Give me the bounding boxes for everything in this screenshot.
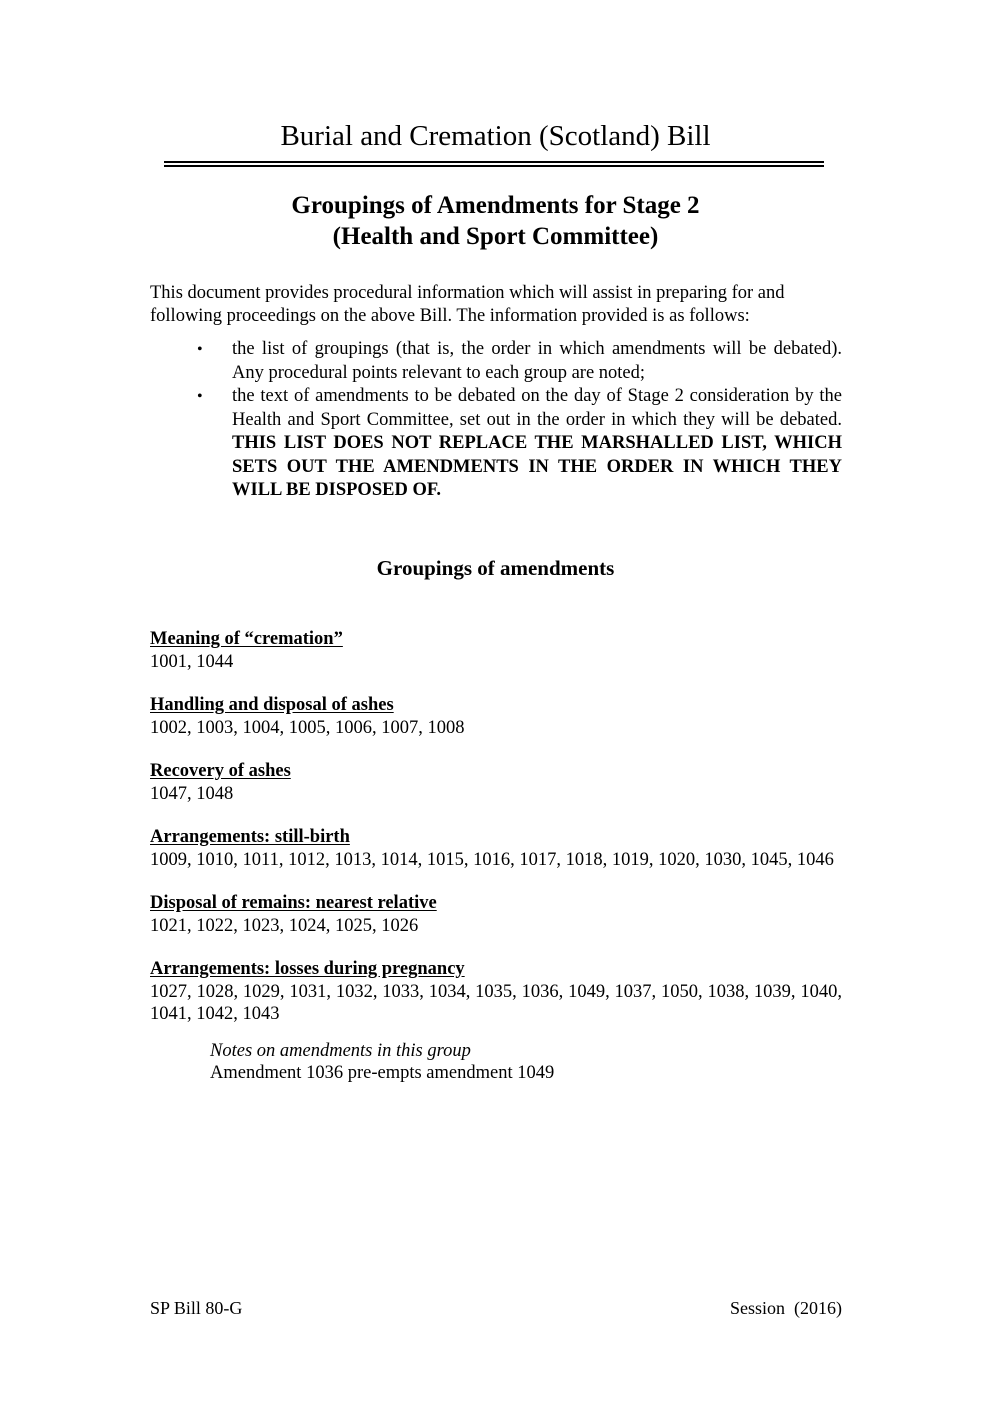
group-title: Disposal of remains: nearest relative [150, 893, 437, 913]
intro-paragraph [150, 282, 842, 328]
bullet-warning-text: THIS LIST DOES NOT REPLACE THE MARSHALLED LIST, WHICH SETS OUT THE AMENDMENTS IN THE ORDER IN WHICH THEY WILL BE DISPOSED OF. [232, 433, 842, 500]
groupings-list [150, 628, 842, 1106]
bill-title: Burial and Cremation (Scotland) Bill [280, 120, 711, 152]
info-bullet-list [197, 338, 842, 503]
title-double-rule [164, 161, 824, 167]
group-amendment-numbers: 1027, 1028, 1029, 1031, 1032, 1033, 1034, 1035, 1036, 1049, 1037, 1050, 1038, 1039, 1040, 1041, 1042, 1043 [150, 981, 842, 1024]
group-amendment-numbers: 1002, 1003, 1004, 1005, 1006, 1007, 1008 [150, 717, 465, 738]
footer-session: Session (2016) [730, 1298, 842, 1318]
document-heading-line-2: (Health and Sport Committee) [332, 223, 659, 250]
footer-bill-reference: SP Bill 80-G [150, 1298, 243, 1318]
group-title: Meaning of “cremation” [150, 629, 343, 649]
bullet-icon: • [197, 388, 203, 405]
group-title: Handling and disposal of ashes [150, 695, 394, 715]
group-disposal-of-remains-nearest-relative [150, 892, 842, 937]
bullet-text: the list of groupings (that is, the order in which amendments will be debated). Any procedural points relevant to each group are noted; [232, 339, 842, 383]
document-heading [0, 190, 991, 252]
group-arrangements-still-birth [150, 826, 842, 871]
group-title: Recovery of ashes [150, 761, 291, 781]
group-title: Arrangements: still-birth [150, 827, 350, 847]
bullet-icon: • [197, 341, 203, 358]
group-amendment-numbers: 1047, 1048 [150, 783, 234, 804]
bullet-item-groupings [197, 338, 842, 385]
document-heading-line-1: Groupings of Amendments for Stage 2 [291, 192, 700, 219]
group-title: Arrangements: losses during pregnancy [150, 959, 465, 979]
group-handling-and-disposal-of-ashes [150, 694, 842, 739]
bullet-text: the text of amendments to be debated on the day of Stage 2 consideration by the Health and Sport Committee, set out in the order in which they will be debated. [232, 386, 842, 430]
group-recovery-of-ashes [150, 760, 842, 805]
section-heading-groupings: Groupings of amendments [376, 556, 615, 580]
notes-title: Notes on amendments in this group [210, 1040, 471, 1061]
group-amendment-numbers: 1021, 1022, 1023, 1024, 1025, 1026 [150, 915, 419, 936]
bullet-item-amendment-text [197, 385, 842, 503]
intro-text: This document provides procedural information which will assist in preparing for and following proceedings on the above Bill. The information provided is as follows: [150, 283, 785, 326]
group-arrangements-losses-during-pregnancy [150, 958, 842, 1085]
group-notes [210, 1040, 842, 1085]
notes-text: Amendment 1036 pre-empts amendment 1049 [210, 1063, 555, 1083]
group-amendment-numbers: 1009, 1010, 1011, 1012, 1013, 1014, 1015, 1016, 1017, 1018, 1019, 1020, 1030, 1045, 1046 [150, 849, 834, 870]
group-amendment-numbers: 1001, 1044 [150, 651, 234, 672]
group-meaning-of-cremation [150, 628, 842, 673]
